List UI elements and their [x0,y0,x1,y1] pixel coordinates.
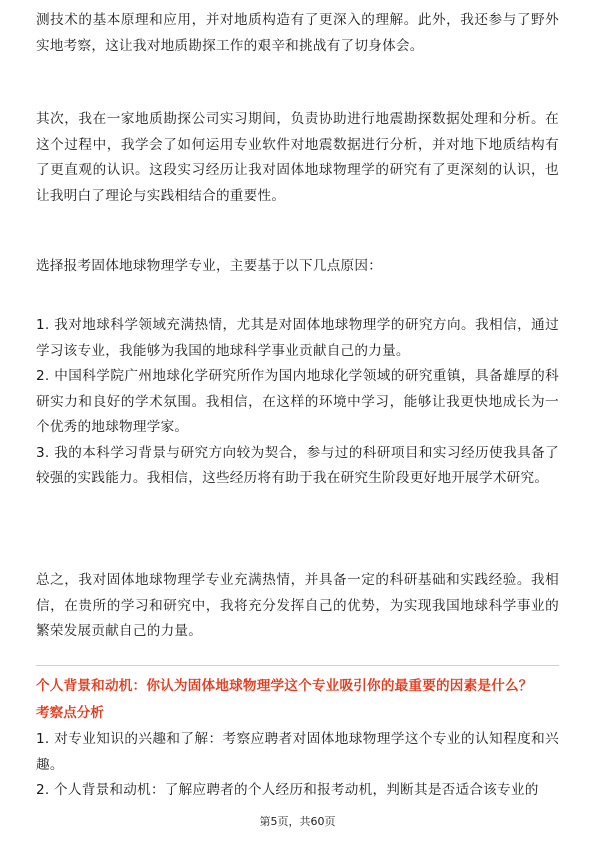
interview-question: 个人背景和动机：你认为固体地球物理学这个专业吸引你的最重要的因素是什么？ [36,678,533,694]
reasons-intro: 选择报考固体地球物理学专业，主要基于以下几点原因： [36,258,383,274]
section-divider [36,665,559,666]
analysis-heading: 考察点分析 [36,705,104,721]
reason-item-1: 1. 我对地球科学领域充满热情，尤其是对固体地球物理学的研究方向。我相信，通过学习该专业，我能够为我国的地球科学事业贡献自己的力量。 [36,317,559,359]
conclusion-paragraph: 总之，我对固体地球物理学专业充满热情，并具备一定的科研基础和实践经验。我相信，在贵所的学习和研究中，我将充分发挥自己的优势，为实现我国地球科学事业的繁荣发展贡献自己的力量。 [36,572,559,639]
reason-item-3: 3. 我的本科学习背景与研究方向较为契合，参与过的科研项目和实习经历使我具备了较强的实践能力。我相信，这些经历将有助于我在研究生阶段更好地开展学术研究。 [36,444,559,486]
internship-paragraph: 其次，我在一家地质勘探公司实习期间，负责协助进行地震勘探数据处理和分析。在这个过程中，我学会了如何运用专业软件对地震数据进行分析，并对地下地质结构有了更直观的认识。这段实习经历让我对固体地球物理学的研究有了更深刻的认识，也让我明白了理论与实践相结合的重要性。 [36,111,559,204]
analysis-item-1: 1. 对专业知识的兴趣和了解：考察应聘者对固体地球物理学这个专业的认知程度和兴趣。 [36,731,559,773]
intro-tail-paragraph: 测技术的基本原理和应用，并对地质构造有了更深入的理解。此外，我还参与了野外实地考察，这让我对地质勘探工作的艰辛和挑战有了切身体会。 [36,12,559,54]
reasons-list [36,313,559,492]
analysis-item-2: 2. 个人背景和动机：了解应聘者的个人经历和报考动机，判断其是否适合该专业的 [36,782,539,798]
reason-item-2: 2. 中国科学院广州地球化学研究所作为国内地球化学领域的研究重镇，具备雄厚的科研实力和良好的学术氛围。我相信，在这样的环境中学习，能够让我更快地成长为一个优秀的地球物理学家。 [36,368,559,435]
analysis-list [36,727,559,804]
page-number-footer: 第5页，共60页 [259,815,336,828]
